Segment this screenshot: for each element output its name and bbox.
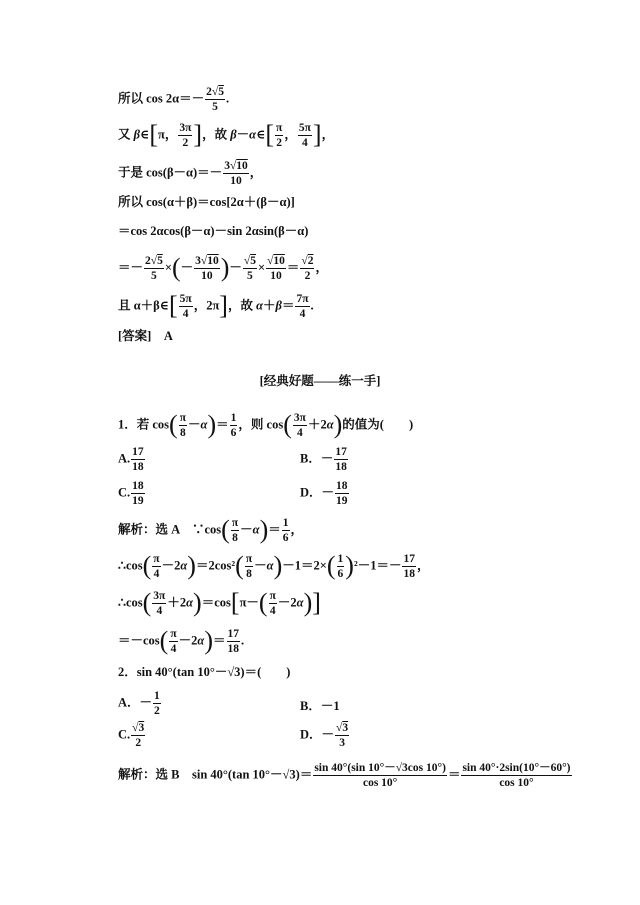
- q2-stem: 2．sin 40°(tan 10°－√3)＝( ): [118, 665, 291, 679]
- q1-stem: 1．若 cos( $\frac{\pi}{8}$ －α)＝ $\frac{1}{6}$ ，则 cos( $\frac{3\pi}{4}$ ＋2α)的值为( ): [118, 410, 414, 440]
- q1-solution-line1: 解析：选 A ∵cos( $\frac{\pi}{8}$ －α)＝ $\frac{1}{6}$ ，: [118, 515, 304, 545]
- q2-option-c[interactable]: C. $\frac{√3}{2}$: [118, 722, 145, 750]
- q1-solution-line3: ∴cos( $\frac{3\pi}{4}$ ＋2α)＝cos[π－( $\frac{\pi}{4}$ －2α)]: [118, 588, 321, 618]
- q2-option-d[interactable]: D．－ $\frac{√3}{3}$: [300, 722, 349, 750]
- line-expand: ＝cos 2αcos(β－α)－sin 2αsin(β－α): [118, 224, 309, 238]
- q2-solution: 解析：选 B sin 40°(tan 10°－√3)＝ $\frac{\sin 40^\circ(\sin 10^\circ-√3\cos 10^\circ)}{\cos 10^\circ}$ ＝ $\frac{\sin 40^\circ\cdot 2\sin(10^\circ-60^\circ)}{\cos 10^\circ}$: [118, 762, 571, 790]
- q1-option-d[interactable]: D．－ $\frac{18}{19}$: [300, 480, 348, 508]
- q1-option-a[interactable]: A. $\frac{17}{18}$: [118, 446, 144, 474]
- section-title: [经典好题——练一手]: [259, 374, 381, 388]
- fraction: $\frac{2√5}{5}$: [206, 86, 224, 114]
- q1-option-c[interactable]: C. $\frac{18}{19}$: [118, 480, 144, 508]
- q2-option-a[interactable]: A．－ $\frac{1}{2}$: [118, 690, 160, 718]
- line-cos-beta-minus-alpha: 于是 cos(β－α)＝－ $\frac{3√10}{10}$ ，: [118, 160, 263, 188]
- line-cos2a: 所以 cos 2α＝－ $\frac{2√5}{5}$ .: [118, 86, 230, 114]
- line-compute: ＝－ $\frac{2√5}{5}$ ×(－ $\frac{3√10}{10}$ )－ $\frac{√5}{5}$ × $\frac{√10}{10}$ ＝ $\frac{√2}{2}$ ，: [118, 253, 328, 283]
- answer: [答案] A: [118, 329, 173, 343]
- q2-option-b[interactable]: B．－1: [300, 699, 340, 713]
- q1-solution-line2: ∴cos( $\frac{\pi}{4}$ －2α)＝2cos²( $\frac{\pi}{8}$ －α)－1＝2×( $\frac{1}{6}$ )²－1＝－ $\frac{17}{18}$ ，: [118, 551, 430, 581]
- q1-solution-line4: ＝－cos( $\frac{\pi}{4}$ －2α)＝ $\frac{17}{18}$ .: [118, 626, 245, 656]
- line-cos-alpha-plus-beta: 所以 cos(α＋β)＝cos[2α＋(β－α)]: [118, 195, 295, 209]
- line-conclusion: 且 α＋β∈[ $\frac{5\pi}{4}$ ，2π]，故 α＋β＝ $\frac{7\pi}{4}$ .: [118, 291, 314, 321]
- line-beta-range: 又 β∈[π， $\frac{3\pi}{2}$ ]，故 β－α∈[ $\frac{\pi}{2}$ ， $\frac{5\pi}{4}$ ]，: [118, 120, 335, 150]
- q1-option-b[interactable]: B．－ $\frac{17}{18}$: [300, 446, 347, 474]
